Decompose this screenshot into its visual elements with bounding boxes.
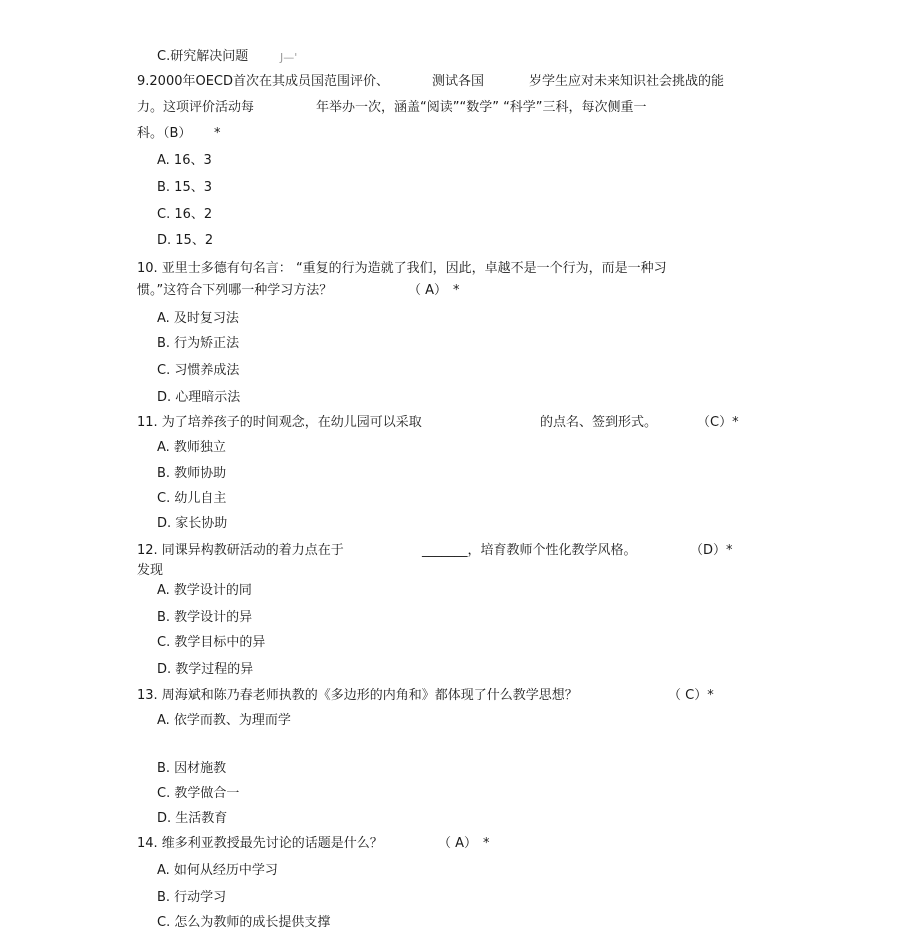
q13-option-d: D. 生活教育 xyxy=(157,811,228,826)
q13-answer: （ C）* xyxy=(668,688,714,703)
q10-star: * xyxy=(453,283,460,298)
q11-stem-b: 的点名、签到形式。 xyxy=(540,415,658,430)
q12-option-c: C. 教学目标中的异 xyxy=(157,635,266,650)
q9-stem-line2-a: 力。这项评价活动每 xyxy=(137,100,255,115)
q9-answer: 科。（B） xyxy=(137,126,192,141)
q14-option-c: C. 怎么为教师的成长提供支撑 xyxy=(157,915,331,930)
q9-stem-line1-c: 岁学生应对未来知识社会挑战的能 xyxy=(529,74,725,89)
q10-stem-line2: 惯。”这符合下列哪一种学习方法？ xyxy=(137,283,333,298)
q13-option-a: A. 依学而教、为理而学 xyxy=(157,713,291,728)
q12-answer: （D）* xyxy=(690,543,733,558)
q9-stem-line2-b: 年举办一次，涵盖“阅读”“数学” “科学”三科，每次侧重一 xyxy=(316,100,647,115)
q14-star: * xyxy=(483,836,490,851)
q14-option-b: B. 行动学习 xyxy=(157,890,227,905)
q13-option-b: B. 因材施教 xyxy=(157,761,227,776)
q11-option-d: D. 家长协助 xyxy=(157,516,228,531)
q13-option-c: C. 教学做合一 xyxy=(157,786,240,801)
q9-option-b: B. 15、3 xyxy=(157,180,212,195)
q10-option-c: C. 习惯养成法 xyxy=(157,363,240,378)
q9-option-c: C. 16、2 xyxy=(157,207,213,222)
q8-option-c: C.研究解决问题 xyxy=(157,49,249,64)
q11-stem-a: 11. 为了培养孩子的时间观念，在幼儿园可以采取 xyxy=(137,415,422,430)
q8-stray-mark: J—' xyxy=(280,51,298,64)
q12-stem-line2: 发现 xyxy=(137,563,164,578)
q10-option-b: B. 行为矫正法 xyxy=(157,336,240,351)
q11-option-c: C. 幼儿自主 xyxy=(157,491,227,506)
q13-stem: 13. 周海斌和陈乃春老师执教的《多边形的内角和》都体现了什么教学思想？ xyxy=(137,688,578,703)
q12-stem-b: _______，培育教师个性化教学风格。 xyxy=(422,543,637,558)
q14-stem: 14. 维多利亚教授最先讨论的话题是什么？ xyxy=(137,836,383,851)
q14-answer: （ A） xyxy=(438,836,478,851)
q12-stem-a: 12. 同课异构教研活动的着力点在于 xyxy=(137,543,344,558)
q12-option-b: B. 教学设计的异 xyxy=(157,610,253,625)
q12-option-a: A. 教学设计的同 xyxy=(157,583,252,598)
q10-stem-line1: 10. 亚里士多德有句名言： “重复的行为造就了我们，因此，卓越不是一个行为，而是一种习 xyxy=(137,261,667,276)
q11-option-b: B. 教师协助 xyxy=(157,466,227,481)
q11-option-a: A. 教师独立 xyxy=(157,440,226,455)
q10-option-a: A. 及时复习法 xyxy=(157,311,239,326)
q11-answer: （C）* xyxy=(697,415,739,430)
q9-stem-line1-b: 测试各国 xyxy=(432,74,485,89)
q9-option-d: D. 15、2 xyxy=(157,233,214,248)
q10-answer: （ A） xyxy=(408,283,448,298)
q9-option-a: A. 16、3 xyxy=(157,153,212,168)
q14-option-a: A. 如何从经历中学习 xyxy=(157,863,278,878)
q9-stem-line1-a: 9.2000年OECD首次在其成员国范围评价、 xyxy=(137,74,390,89)
q12-option-d: D. 教学过程的异 xyxy=(157,662,254,677)
q10-option-d: D. 心理暗示法 xyxy=(157,390,241,405)
q9-star: * xyxy=(214,126,221,141)
